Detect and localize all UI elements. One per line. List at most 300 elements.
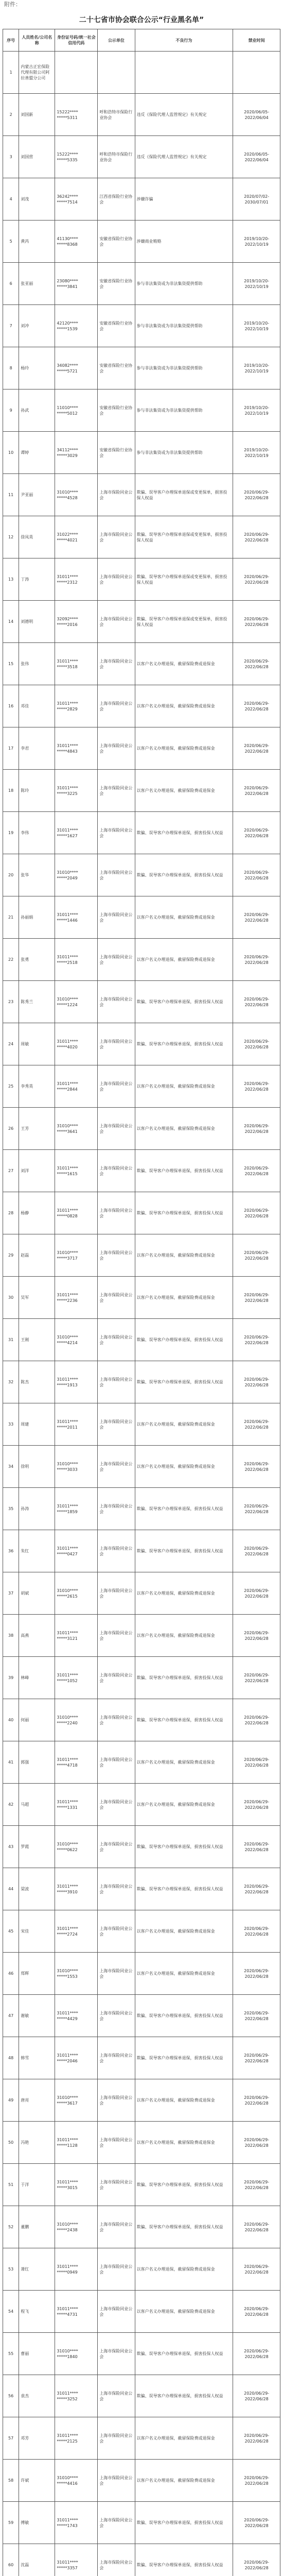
table-row xyxy=(3,2333,280,2375)
row-name: 周建 xyxy=(19,1403,55,1446)
row-number: 43 xyxy=(3,1826,19,1868)
row-act: 参与非法集资或为非法集资提供帮助 xyxy=(135,432,233,474)
row-act: 欺骗、误导客户办理保单退保，损害投保人权益 xyxy=(135,812,233,854)
row-date: 2020/06/29-2022/06/28 xyxy=(233,1953,280,1995)
row-id: 31011**** *****1128 xyxy=(55,2122,98,2164)
row-number: 40 xyxy=(3,1699,19,1741)
row-unit: 上海市保险同业公会 xyxy=(98,1361,135,1403)
row-unit: 上海市保险同业公会 xyxy=(98,2375,135,2417)
row-date: 2019/10/20-2022/10/19 xyxy=(233,389,280,432)
row-date: 2019/10/20-2022/10/19 xyxy=(233,432,280,474)
row-id: 31011**** *****1859 xyxy=(55,1488,98,1530)
row-number: 41 xyxy=(3,1741,19,1784)
row-unit: 上海市保险同业公会 xyxy=(98,558,135,601)
row-unit: 上海市保险同业公会 xyxy=(98,854,135,896)
row-act: 欺骗、误导客户办理保单退保，损害投保人权益 xyxy=(135,1192,233,1234)
row-unit: 安徽省保险行业协会 xyxy=(98,263,135,305)
row-act: 参与非法集资或为非法集资提供帮助 xyxy=(135,305,233,347)
row-act: 欺骗、误导客户办理保单退保，损害投保人权益 xyxy=(135,2037,233,2079)
table-row xyxy=(3,770,280,812)
row-id: 31011**** *****4429 xyxy=(55,1995,98,2037)
row-act: 欺骗、误导客户办理保单退保，损害投保人权益 xyxy=(135,1699,233,1741)
row-id: 15222**** *****5335 xyxy=(55,136,98,178)
row-name: 王刚 xyxy=(19,1319,55,1361)
row-number: 4 xyxy=(3,178,19,221)
row-unit: 上海市保险同业公会 xyxy=(98,1741,135,1784)
header-act: 不良行为 xyxy=(135,29,233,52)
row-id: 31011**** *****4843 xyxy=(55,727,98,770)
row-name: 丁涛 xyxy=(19,558,55,601)
table-row xyxy=(3,812,280,854)
row-id: 31011**** *****3121 xyxy=(55,1615,98,1657)
header-no: 序号 xyxy=(3,29,19,52)
row-number: 39 xyxy=(3,1657,19,1699)
row-date: 2020/06/29-2022/06/28 xyxy=(233,2417,280,2460)
row-date: 2020/06/29-2022/06/28 xyxy=(233,474,280,516)
row-name: 尹亚丽 xyxy=(19,474,55,516)
row-unit: 上海市保险同业公会 xyxy=(98,1488,135,1530)
row-number: 32 xyxy=(3,1361,19,1403)
row-number: 42 xyxy=(3,1784,19,1826)
row-number: 60 xyxy=(3,2544,19,2576)
row-act: 以客户名义办理退保，截留保险费或退保金 xyxy=(135,685,233,727)
row-number: 44 xyxy=(3,1868,19,1910)
row-unit: 上海市保险同业公会 xyxy=(98,1615,135,1657)
row-number: 56 xyxy=(3,2375,19,2417)
table-row xyxy=(3,2460,280,2502)
row-date: 2019/10/20-2022/10/19 xyxy=(233,263,280,305)
table-row xyxy=(3,1530,280,1572)
row-unit: 上海市保险同业公会 xyxy=(98,2248,135,2291)
table-row xyxy=(3,2417,280,2460)
row-id: 31011**** *****1446 xyxy=(55,896,98,939)
row-number: 53 xyxy=(3,2248,19,2291)
row-id: 31010**** *****4416 xyxy=(55,2460,98,2502)
row-id: 32092**** *****2016 xyxy=(55,601,98,643)
row-name: 孙武 xyxy=(19,389,55,432)
row-name: 陈秀兰 xyxy=(19,981,55,1023)
row-date: 2020/06/29-2022/06/28 xyxy=(233,1446,280,1488)
row-unit: 上海市保险同业公会 xyxy=(98,1446,135,1488)
row-id: 31011**** *****2236 xyxy=(55,1277,98,1319)
row-id: 31011**** *****2011 xyxy=(55,1403,98,1446)
row-name: 冯艳 xyxy=(19,2122,55,2164)
table-row xyxy=(3,1277,280,1319)
row-id: 31010**** *****2049 xyxy=(55,854,98,896)
row-act: 以客户名义办理退保，截留保险费或退保金 xyxy=(135,2248,233,2291)
row-number: 15 xyxy=(3,643,19,685)
table-row xyxy=(3,727,280,770)
row-number: 38 xyxy=(3,1615,19,1657)
row-unit: 上海市保险同业公会 xyxy=(98,685,135,727)
row-unit: 安徽省保险行业协会 xyxy=(98,389,135,432)
row-id: 31011**** *****2312 xyxy=(55,558,98,601)
page-title: 二十七省市协会联合公示“行业黑名单” xyxy=(79,16,204,24)
row-act: 欺骗、误导客户办理保单退保，损害投保人权益 xyxy=(135,2544,233,2576)
row-number: 23 xyxy=(3,981,19,1023)
table-row xyxy=(3,1615,280,1657)
row-number: 5 xyxy=(3,221,19,263)
row-unit: 上海市保险同业公会 xyxy=(98,1277,135,1319)
row-unit: 安徽省保险行业协会 xyxy=(98,347,135,389)
blacklist-table xyxy=(3,29,280,2576)
row-unit: 上海市保险同业公会 xyxy=(98,2206,135,2248)
row-unit: 呼和浩特市保险行业协会 xyxy=(98,94,135,136)
row-unit: 上海市保险同业公会 xyxy=(98,1699,135,1741)
row-date: 2020/06/29-2022/06/28 xyxy=(233,1192,280,1234)
row-number: 14 xyxy=(3,601,19,643)
row-id: 31010**** *****3641 xyxy=(55,1108,98,1150)
table-row xyxy=(3,1234,280,1277)
row-number: 12 xyxy=(3,516,19,558)
row-unit: 安徽省保险行业协会 xyxy=(98,305,135,347)
row-act: 以客户名义办理退保，截留保险费或退保金 xyxy=(135,896,233,939)
row-unit: 江西省保险行业协会 xyxy=(98,178,135,221)
row-unit: 安徽省保险行业协会 xyxy=(98,221,135,263)
row-act: 欺骗、误导客户办理保单退保，损害投保人权益 xyxy=(135,1319,233,1361)
row-act: 欺骗、误导客户办理保单退保或变更保单，损害投保人权益 xyxy=(135,601,233,643)
row-date: 2020/06/29-2022/06/28 xyxy=(233,1108,280,1150)
row-number: 22 xyxy=(3,939,19,981)
row-act: 欺骗、误导客户办理保单退保或变更保单，损害投保人权益 xyxy=(135,516,233,558)
row-unit: 上海市保险同业公会 xyxy=(98,1192,135,1234)
header-name: 人员姓名/公司名称 xyxy=(19,29,55,52)
row-act: 欺骗、误导客户办理保单退保，损害投保人权益 xyxy=(135,854,233,896)
row-act: 欺骗、误导客户办理保单退保，损害投保人权益 xyxy=(135,1150,233,1192)
row-act: 以客户名义办理退保，截留保险费或退保金 xyxy=(135,2079,233,2122)
row-id: 31010**** *****3033 xyxy=(55,1446,98,1488)
row-id: 31011**** *****0828 xyxy=(55,1192,98,1234)
row-act: 以客户名义办理退保，截留保险费或退保金 xyxy=(135,1108,233,1150)
row-name: 刘茂 xyxy=(19,178,55,221)
row-id: 31010**** *****4528 xyxy=(55,474,98,516)
row-act xyxy=(135,52,233,94)
row-number: 49 xyxy=(3,2079,19,2122)
row-date: 2020/06/29-2022/06/28 xyxy=(233,516,280,558)
row-act: 欺骗、误导客户办理保单退保，损害投保人权益 xyxy=(135,1488,233,1530)
header-date: 禁业时间 xyxy=(233,29,280,52)
row-act: 以客户名义办理退保，截留保险费或退保金 xyxy=(135,1572,233,1615)
table-row xyxy=(3,2079,280,2122)
table-row xyxy=(3,1403,280,1446)
row-name: 何丽 xyxy=(19,1699,55,1741)
row-id: 31011**** *****1627 xyxy=(55,812,98,854)
row-date: 2020/06/29-2022/06/28 xyxy=(233,1277,280,1319)
row-date: 2020/06/05-2022/06/04 xyxy=(233,136,280,178)
row-act: 以客户名义办理退保，截留保险费或退保金 xyxy=(135,1277,233,1319)
row-date: 2020/06/29-2022/06/28 xyxy=(233,1488,280,1530)
row-number: 6 xyxy=(3,263,19,305)
table-row xyxy=(3,389,280,432)
table-row xyxy=(3,1910,280,1953)
row-unit: 上海市保险同业公会 xyxy=(98,939,135,981)
row-date: 2020/07/02-2030/07/01 xyxy=(233,178,280,221)
table-row xyxy=(3,2502,280,2544)
row-date: 2019/10/20-2022/10/19 xyxy=(233,347,280,389)
row-name: 郭强 xyxy=(19,1741,55,1784)
row-id: 31010**** *****2240 xyxy=(55,1699,98,1741)
row-act: 欺骗、误导客户办理保单退保，损害投保人权益 xyxy=(135,2164,233,2206)
row-id: 31011**** *****1615 xyxy=(55,1150,98,1192)
row-act: 欺骗、误导客户办理保单退保，损害投保人权益 xyxy=(135,1023,233,1065)
table-row xyxy=(3,685,280,727)
table-row xyxy=(3,1868,280,1910)
row-date: 2020/06/29-2022/06/28 xyxy=(233,601,280,643)
row-unit: 上海市保险同业公会 xyxy=(98,474,135,516)
row-name: 董鹏 xyxy=(19,2206,55,2248)
row-name: 吴军 xyxy=(19,1277,55,1319)
row-name: 李伟 xyxy=(19,812,55,854)
row-unit: 上海市保险同业公会 xyxy=(98,1657,135,1699)
row-number: 30 xyxy=(3,1277,19,1319)
row-number: 25 xyxy=(3,1065,19,1108)
row-act: 以客户名义办理退保，截留保险费或退保金 xyxy=(135,770,233,812)
row-id: 15222**** *****5311 xyxy=(55,94,98,136)
row-number: 51 xyxy=(3,2164,19,2206)
row-number: 16 xyxy=(3,685,19,727)
row-name: 邓佳 xyxy=(19,685,55,727)
table-row xyxy=(3,1572,280,1615)
row-id: 31011**** *****2518 xyxy=(55,939,98,981)
table-row xyxy=(3,52,280,94)
row-date: 2020/06/29-2022/06/28 xyxy=(233,2164,280,2206)
row-unit: 上海市保险同业公会 xyxy=(98,1910,135,1953)
row-number: 45 xyxy=(3,1910,19,1953)
row-name: 张华 xyxy=(19,854,55,896)
row-name: 袁杰 xyxy=(19,2375,55,2417)
table-row xyxy=(3,1150,280,1192)
table-row xyxy=(3,1953,280,1995)
row-date: 2019/10/20-2022/10/19 xyxy=(233,305,280,347)
row-number: 28 xyxy=(3,1192,19,1234)
row-name: 宋佳 xyxy=(19,1910,55,1953)
row-name: 马超 xyxy=(19,1784,55,1826)
row-act: 欺骗、误导客户办理保单退保，损害投保人权益 xyxy=(135,2333,233,2375)
row-id: 31011**** *****3910 xyxy=(55,1868,98,1910)
row-id: 31011**** *****4731 xyxy=(55,2291,98,2333)
row-act: 以客户名义办理退保，截留保险费或退保金 xyxy=(135,1234,233,1277)
row-name: 杨玲 xyxy=(19,347,55,389)
row-number: 36 xyxy=(3,1530,19,1572)
row-name: 刘冲 xyxy=(19,305,55,347)
row-unit: 上海市保险同业公会 xyxy=(98,1108,135,1150)
row-date: 2020/06/29-2022/06/28 xyxy=(233,2037,280,2079)
row-name: 罗霞 xyxy=(19,1826,55,1868)
row-name: 程飞 xyxy=(19,2291,55,2333)
table-row xyxy=(3,896,280,939)
row-date: 2019/10/20-2022/10/19 xyxy=(233,221,280,263)
table-row xyxy=(3,1108,280,1150)
row-id: 31011**** *****0427 xyxy=(55,1530,98,1572)
table-row xyxy=(3,263,280,305)
row-name: 刘德明 xyxy=(19,601,55,643)
table-row xyxy=(3,2291,280,2333)
row-date: 2020/06/29-2022/06/28 xyxy=(233,1784,280,1826)
row-id: 31010**** *****1840 xyxy=(55,2333,98,2375)
row-unit: 上海市保险同业公会 xyxy=(98,2079,135,2122)
row-unit: 上海市保险同业公会 xyxy=(98,1868,135,1910)
row-date: 2020/06/29-2022/06/28 xyxy=(233,1361,280,1403)
row-name: 黄芮 xyxy=(19,221,55,263)
row-name: 胡斌 xyxy=(19,1572,55,1615)
row-name: 郑辉 xyxy=(19,1953,55,1995)
row-name: 曹丽 xyxy=(19,2333,55,2375)
row-name: 林峰 xyxy=(19,1657,55,1699)
table-row xyxy=(3,1826,280,1868)
row-date: 2020/06/29-2022/06/28 xyxy=(233,2291,280,2333)
row-act: 以客户名义办理退保，截留保险费或退保金 xyxy=(135,2460,233,2502)
row-unit: 安徽省保险行业协会 xyxy=(98,432,135,474)
row-unit: 呼和浩特市保险行业协会 xyxy=(98,136,135,178)
row-number: 18 xyxy=(3,770,19,812)
table-row xyxy=(3,2206,280,2248)
row-act: 参与非法集资或为非法集资提供帮助 xyxy=(135,389,233,432)
row-unit: 上海市保险同业公会 xyxy=(98,727,135,770)
table-row xyxy=(3,432,280,474)
row-id: 34112**** *****3029 xyxy=(55,432,98,474)
row-act: 欺骗、误导客户办理保单退保，损害投保人权益 xyxy=(135,1868,233,1910)
row-name: 孙涛 xyxy=(19,1488,55,1530)
row-date: 2020/06/29-2022/06/28 xyxy=(233,558,280,601)
table-row xyxy=(3,1446,280,1488)
row-date: 2020/06/29-2022/06/28 xyxy=(233,1868,280,1910)
table-row xyxy=(3,1995,280,2037)
row-name: 张亚丽 xyxy=(19,263,55,305)
row-act: 以客户名义办理退保，截留保险费或退保金 xyxy=(135,1446,233,1488)
row-date: 2020/06/29-2022/06/28 xyxy=(233,1572,280,1615)
row-act: 以客户名义办理退保，截留保险费或退保金 xyxy=(135,1615,233,1657)
table-row xyxy=(3,474,280,516)
row-id: 31010**** *****2438 xyxy=(55,2206,98,2248)
table-row xyxy=(3,2164,280,2206)
row-date: 2020/06/29-2022/06/28 xyxy=(233,2248,280,2291)
table-row xyxy=(3,516,280,558)
table-row xyxy=(3,1065,280,1108)
row-number: 20 xyxy=(3,854,19,896)
table-row xyxy=(3,854,280,896)
row-date: 2020/06/29-2022/06/28 xyxy=(233,727,280,770)
row-date: 2020/06/29-2022/06/28 xyxy=(233,2122,280,2164)
table-row xyxy=(3,1361,280,1403)
table-row xyxy=(3,1784,280,1826)
table-row xyxy=(3,1699,280,1741)
row-date: 2020/06/29-2022/06/28 xyxy=(233,1403,280,1446)
row-name: 刘国新 xyxy=(19,94,55,136)
row-date: 2020/06/29-2022/06/28 xyxy=(233,1741,280,1784)
row-date: 2020/06/29-2022/06/28 xyxy=(233,812,280,854)
row-unit xyxy=(98,52,135,94)
row-act: 违反《保险代理人监管规定》有关规定 xyxy=(135,94,233,136)
row-act: 欺骗、误导客户办理保单退保或变更保单，损害投保人权益 xyxy=(135,558,233,601)
row-unit: 上海市保险同业公会 xyxy=(98,770,135,812)
row-number: 24 xyxy=(3,1023,19,1065)
row-number: 33 xyxy=(3,1403,19,1446)
row-act: 以客户名义办理退保，截留保险费或退保金 xyxy=(135,1065,233,1108)
row-number: 13 xyxy=(3,558,19,601)
row-date: 2020/06/29-2022/06/28 xyxy=(233,1910,280,1953)
row-id: 31011**** *****0949 xyxy=(55,2248,98,2291)
row-name: 萧红 xyxy=(19,2248,55,2291)
row-name: 韩雪 xyxy=(19,2037,55,2079)
table-row xyxy=(3,1319,280,1361)
header-unit: 公示单位 xyxy=(98,29,135,52)
row-id: 23080**** *****3841 xyxy=(55,263,98,305)
row-act: 违反《保险代理人监管规定》有关规定 xyxy=(135,136,233,178)
row-act: 欺骗、误导客户办理保单退保，损害投保人权益 xyxy=(135,1657,233,1699)
row-id: 31010**** *****2615 xyxy=(55,1572,98,1615)
table-body xyxy=(3,52,280,2576)
row-unit: 上海市保险同业公会 xyxy=(98,2164,135,2206)
row-date xyxy=(233,52,280,94)
row-date: 2020/06/29-2022/06/28 xyxy=(233,2333,280,2375)
row-number: 59 xyxy=(3,2502,19,2544)
row-act: 参与非法集资或为非法集资提供帮助 xyxy=(135,263,233,305)
row-id: 31010**** *****3617 xyxy=(55,2079,98,2122)
row-id: 42120**** *****1539 xyxy=(55,305,98,347)
row-name: 赵磊 xyxy=(19,1234,55,1277)
row-date: 2020/06/29-2022/06/28 xyxy=(233,981,280,1023)
row-name: 谭婷 xyxy=(19,432,55,474)
row-act: 欺骗、误导客户办理保单退保，损害投保人权益 xyxy=(135,2206,233,2248)
row-number: 9 xyxy=(3,389,19,432)
row-number: 55 xyxy=(3,2333,19,2375)
row-number: 48 xyxy=(3,2037,19,2079)
row-date: 2020/06/29-2022/06/28 xyxy=(233,1615,280,1657)
row-act: 欺骗、误导客户办理保单退保，损害投保人权益 xyxy=(135,1826,233,1868)
row-id: 31010**** *****0622 xyxy=(55,1826,98,1868)
row-date: 2020/06/29-2022/06/28 xyxy=(233,1234,280,1277)
row-name: 朱红 xyxy=(19,1530,55,1572)
row-name: 陈玲 xyxy=(19,770,55,812)
row-id: 31010**** *****1553 xyxy=(55,1953,98,1995)
row-date: 2020/06/29-2022/06/28 xyxy=(233,1319,280,1361)
table-row xyxy=(3,981,280,1023)
table-row xyxy=(3,2544,280,2576)
row-name: 唐亮 xyxy=(19,2079,55,2122)
row-number: 11 xyxy=(3,474,19,516)
table-row xyxy=(3,2375,280,2417)
row-id: 31011**** *****3015 xyxy=(55,2164,98,2206)
row-act: 参与非法集资或为非法集资提供帮助 xyxy=(135,347,233,389)
row-unit: 上海市保险同业公会 xyxy=(98,2122,135,2164)
row-id: 31011**** *****2829 xyxy=(55,685,98,727)
row-unit: 上海市保险同业公会 xyxy=(98,1995,135,2037)
table-row xyxy=(3,347,280,389)
table-row xyxy=(3,305,280,347)
row-number: 46 xyxy=(3,1953,19,1995)
row-number: 27 xyxy=(3,1150,19,1192)
row-name: 陈杰 xyxy=(19,1361,55,1403)
row-number: 31 xyxy=(3,1319,19,1361)
row-id: 31011**** *****2046 xyxy=(55,2037,98,2079)
header-id: 身份证号码/统一社会信用代码 xyxy=(55,29,98,52)
row-name: 周敏 xyxy=(19,1023,55,1065)
row-unit: 上海市保险同业公会 xyxy=(98,2502,135,2544)
row-number: 19 xyxy=(3,812,19,854)
row-unit: 上海市保险同业公会 xyxy=(98,812,135,854)
row-date: 2020/06/29-2022/06/28 xyxy=(233,1699,280,1741)
table-row xyxy=(3,2122,280,2164)
row-date: 2020/06/29-2022/06/28 xyxy=(233,1826,280,1868)
row-act: 以客户名义办理退保，截留保险费或退保金 xyxy=(135,939,233,981)
row-name: 孙丽娟 xyxy=(19,896,55,939)
row-id xyxy=(55,52,98,94)
row-name: 杨静 xyxy=(19,1192,55,1234)
row-name: 李秀英 xyxy=(19,1065,55,1108)
row-date: 2020/06/29-2022/06/28 xyxy=(233,1150,280,1192)
row-unit: 上海市保险同业公会 xyxy=(98,981,135,1023)
row-name: 内蒙古正宏保险代理有限公司阿拉善盟分公司 xyxy=(19,52,55,94)
